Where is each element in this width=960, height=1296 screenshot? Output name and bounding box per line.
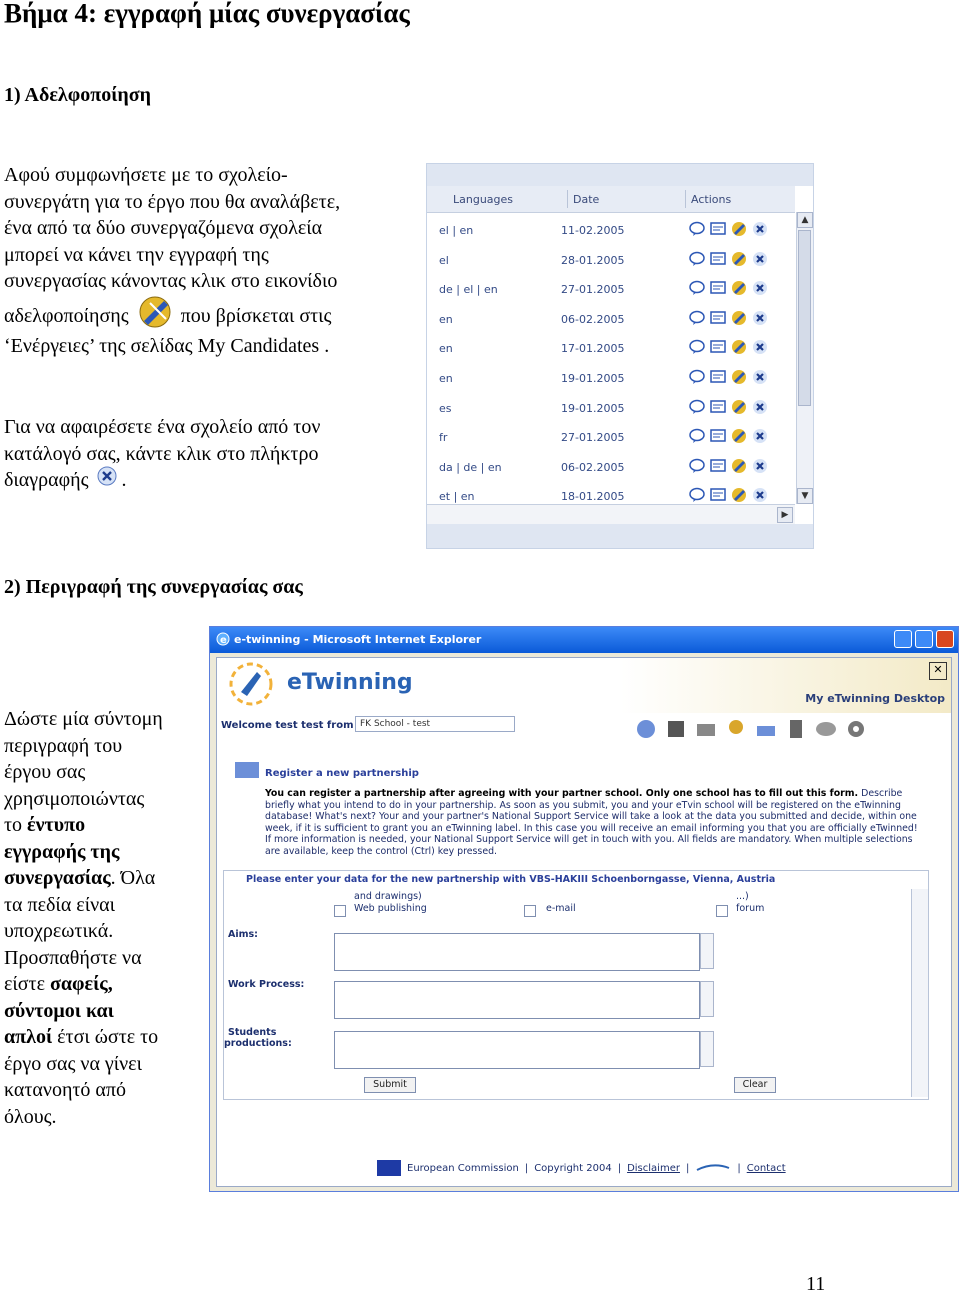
table-bottom-bar bbox=[427, 524, 813, 548]
para-line bbox=[4, 706, 204, 733]
row-languages: da | de | en bbox=[439, 460, 502, 474]
para-line: Για να αφαιρέσετε ένα σχολείο από τον bbox=[4, 416, 321, 438]
table-header bbox=[427, 186, 795, 213]
table-top-bar bbox=[427, 164, 813, 186]
row-languages: en bbox=[439, 372, 453, 385]
email-checkbox[interactable] bbox=[524, 905, 536, 917]
footer-disclaimer-link[interactable]: Disclaimer bbox=[627, 1162, 680, 1174]
section1-title: 1) Αδελφοποίηση bbox=[4, 84, 151, 106]
para-line bbox=[4, 839, 204, 866]
nav-star-icon[interactable] bbox=[635, 718, 657, 740]
delete-icon[interactable] bbox=[752, 369, 768, 389]
option-label: Web publishing bbox=[354, 903, 427, 914]
twinning-icon[interactable] bbox=[731, 458, 747, 478]
eu-flag-icon bbox=[377, 1160, 401, 1176]
para-line-with-icon bbox=[4, 303, 414, 333]
nav-people-icon[interactable] bbox=[665, 718, 687, 740]
bold-text: εγγραφής της bbox=[4, 840, 120, 863]
aims-label: Aims: bbox=[228, 929, 258, 940]
row-date: 06-02.2005 bbox=[561, 460, 625, 474]
row-languages: de | el | en bbox=[439, 283, 498, 297]
footer-logo-icon bbox=[695, 1162, 731, 1174]
para-text: περιγραφή του bbox=[4, 734, 123, 757]
delete-icon[interactable] bbox=[752, 251, 768, 271]
section2-title: 2) Περιγραφή της συνεργασίας σας bbox=[4, 576, 303, 598]
para-line: συνεργασίας κάνοντας κλικ στο εικονίδιο bbox=[4, 270, 338, 292]
row-date: 28-01.2005 bbox=[561, 253, 625, 267]
bold-text: συνεργασίας bbox=[4, 867, 111, 889]
col-separator bbox=[567, 190, 568, 208]
section1-paragraph2 bbox=[4, 414, 414, 494]
scroll-up-button[interactable]: ▲ bbox=[797, 212, 813, 228]
row-date: 27-01.2005 bbox=[561, 431, 625, 445]
message-icon[interactable] bbox=[710, 339, 726, 359]
comment-icon[interactable] bbox=[689, 428, 705, 448]
delete-icon[interactable] bbox=[752, 280, 768, 300]
twinning-icon[interactable] bbox=[731, 428, 747, 448]
table-row bbox=[427, 275, 795, 305]
twinning-icon[interactable] bbox=[731, 310, 747, 330]
delete-icon[interactable] bbox=[752, 310, 768, 330]
para-line bbox=[4, 892, 204, 919]
work-process-scrollbar[interactable] bbox=[700, 981, 714, 1017]
delete-icon[interactable] bbox=[752, 428, 768, 448]
row-languages: es bbox=[439, 401, 452, 415]
page-footer: European Commission | Copyright 2004 | Disclaimer | | Contact bbox=[377, 1160, 786, 1176]
footer-copyright: Copyright 2004 bbox=[534, 1162, 612, 1174]
page-number: 11 bbox=[806, 1273, 826, 1295]
table-row bbox=[427, 423, 795, 453]
para-line bbox=[4, 945, 204, 972]
para-line-with-icon bbox=[4, 467, 414, 494]
table-row bbox=[427, 216, 795, 246]
para-line bbox=[4, 812, 204, 839]
col-languages[interactable]: Languages bbox=[453, 193, 514, 206]
para-text: έργο σας να γίνει bbox=[4, 1052, 142, 1075]
col-separator bbox=[685, 190, 686, 208]
table-row bbox=[427, 305, 795, 335]
message-icon[interactable] bbox=[710, 310, 726, 330]
nav-chat-icon[interactable] bbox=[815, 718, 837, 740]
browser-page bbox=[216, 657, 952, 1187]
twinning-icon bbox=[136, 295, 174, 329]
comment-icon[interactable] bbox=[689, 458, 705, 478]
table-row bbox=[427, 453, 795, 483]
row-actions bbox=[689, 428, 768, 448]
nav-settings-icon[interactable] bbox=[845, 718, 867, 740]
option-label: ...) bbox=[736, 891, 749, 902]
twinning-icon[interactable] bbox=[731, 221, 747, 241]
comment-icon[interactable] bbox=[689, 399, 705, 419]
para-text: το bbox=[4, 814, 28, 836]
scroll-right-button[interactable]: ▶ bbox=[777, 507, 793, 523]
bold-text: έντυπο bbox=[27, 814, 86, 836]
bold-text: σαφείς, bbox=[50, 973, 113, 995]
etwinning-logo-icon bbox=[227, 662, 279, 706]
row-actions bbox=[689, 399, 768, 419]
forum-checkbox[interactable] bbox=[716, 905, 728, 917]
row-date: 19-01.2005 bbox=[561, 372, 625, 385]
row-actions bbox=[689, 458, 768, 478]
maximize-button[interactable] bbox=[915, 630, 933, 648]
minimize-button[interactable] bbox=[894, 630, 912, 648]
aims-scrollbar[interactable] bbox=[700, 933, 714, 969]
bold-text: απλοί bbox=[4, 1026, 53, 1048]
nav-group-icon[interactable] bbox=[755, 718, 777, 740]
school-select[interactable]: FK School - test bbox=[355, 716, 515, 732]
table-row bbox=[427, 394, 795, 424]
form-header: Please enter your data for the new partnership with VBS-HAKIII Schoenborngasse, Vienna, Austria bbox=[246, 874, 776, 885]
col-actions: Actions bbox=[691, 193, 732, 206]
row-languages: en bbox=[439, 312, 453, 326]
twinning-icon[interactable] bbox=[731, 280, 747, 300]
etwinning-logo[interactable]: eTwinning bbox=[287, 670, 413, 695]
footer-ec[interactable]: European Commission bbox=[407, 1162, 519, 1174]
para-text: όλους. bbox=[4, 1105, 57, 1128]
para-text: είστε bbox=[4, 973, 50, 995]
para-text: έργου σας bbox=[4, 761, 86, 783]
submit-button[interactable]: Submit bbox=[364, 1077, 416, 1093]
twinning-icon[interactable] bbox=[731, 251, 747, 271]
para-text: . Όλα bbox=[110, 867, 156, 889]
delete-icon[interactable] bbox=[752, 221, 768, 241]
table-vertical-scrollbar[interactable] bbox=[796, 212, 813, 504]
para-text: . bbox=[121, 469, 127, 491]
para-text: Προσπαθήστε να bbox=[4, 946, 142, 969]
row-date: 06-02.2005 bbox=[561, 312, 625, 326]
section1-paragraph1 bbox=[4, 162, 414, 359]
para-line bbox=[4, 1104, 204, 1131]
row-languages: en bbox=[439, 342, 453, 356]
footer-contact-link[interactable]: Contact bbox=[746, 1162, 786, 1174]
para-line bbox=[4, 918, 204, 945]
table-horizontal-scrollbar[interactable] bbox=[427, 504, 795, 525]
nav-award-icon[interactable] bbox=[725, 718, 747, 740]
row-date: 27-01.2005 bbox=[561, 283, 625, 297]
para-line: μπορεί να κάνει την εγγραφή της bbox=[4, 243, 269, 266]
students-scrollbar[interactable] bbox=[700, 1031, 714, 1067]
candidates-table-screenshot bbox=[426, 163, 814, 549]
description-bold: You can register a partnership after agreeing with your partner school. Only one school has to fill out this form. bbox=[265, 788, 859, 799]
scroll-down-button[interactable]: ▼ bbox=[797, 488, 813, 504]
message-icon[interactable] bbox=[710, 458, 726, 478]
col-date[interactable]: Date bbox=[573, 193, 600, 206]
option-label: forum bbox=[736, 903, 765, 914]
row-actions bbox=[689, 310, 768, 330]
twinning-icon[interactable] bbox=[731, 369, 747, 389]
option-label: and drawings) bbox=[354, 891, 422, 902]
row-date: 18-01.2005 bbox=[561, 490, 625, 504]
students-label: Students bbox=[228, 1027, 277, 1038]
etwinning-header bbox=[217, 658, 951, 713]
svg-text:e: e bbox=[220, 635, 227, 646]
nav-document-icon[interactable] bbox=[785, 718, 807, 740]
para-line bbox=[4, 1077, 204, 1104]
para-line bbox=[4, 786, 204, 813]
close-window-button[interactable] bbox=[936, 630, 954, 648]
page-title: Βήμα 4: εγγραφή μίας συνεργασίας bbox=[4, 0, 410, 28]
twinning-icon[interactable] bbox=[731, 339, 747, 359]
para-text: Δώστε μία σύντομη bbox=[4, 708, 163, 730]
message-icon[interactable] bbox=[710, 399, 726, 419]
delete-icon bbox=[96, 466, 120, 488]
message-icon[interactable] bbox=[710, 280, 726, 300]
option-checkbox[interactable] bbox=[334, 905, 346, 917]
page-close-icon[interactable]: ✕ bbox=[929, 662, 947, 680]
row-languages: et | en bbox=[439, 490, 475, 504]
partnership-form bbox=[223, 870, 929, 1100]
nav-icons bbox=[635, 718, 867, 740]
row-languages: fr bbox=[439, 431, 448, 445]
browser-title-bar bbox=[210, 627, 958, 653]
aims-textarea[interactable] bbox=[334, 933, 700, 971]
clear-button[interactable]: Clear bbox=[734, 1077, 776, 1093]
row-actions bbox=[689, 280, 768, 300]
comment-icon[interactable] bbox=[689, 221, 705, 241]
delete-icon[interactable] bbox=[752, 399, 768, 419]
para-line bbox=[4, 971, 204, 998]
para-line: συνεργάτη για το έργο που θα αναλάβετε, bbox=[4, 190, 341, 213]
para-line bbox=[4, 998, 204, 1025]
row-actions bbox=[689, 339, 768, 359]
work-process-label: Work Process: bbox=[228, 979, 305, 990]
register-title: Register a new partnership bbox=[265, 768, 419, 779]
para-text: χρησιμοποιώντας bbox=[4, 787, 145, 810]
comment-icon[interactable] bbox=[689, 369, 705, 389]
table-row bbox=[427, 364, 795, 394]
row-date: 11-02.2005 bbox=[561, 224, 625, 237]
message-icon[interactable] bbox=[710, 428, 726, 448]
students-productions-textarea[interactable] bbox=[334, 1031, 700, 1069]
row-actions bbox=[689, 221, 768, 241]
browser-window-screenshot bbox=[209, 626, 959, 1192]
bold-text: σύντομοι και bbox=[4, 999, 114, 1022]
desktop-label: My eTwinning Desktop bbox=[805, 692, 945, 705]
table-row bbox=[427, 334, 795, 364]
para-text: αδελφοποίησης bbox=[4, 304, 129, 327]
ie-icon bbox=[216, 632, 230, 646]
para-text: τα πεδία είναι bbox=[4, 893, 115, 916]
row-languages: el bbox=[439, 253, 449, 267]
para-text: διαγραφής bbox=[4, 469, 89, 491]
para-line: ένα από τα δύο συνεργαζόμενα σχολεία bbox=[4, 217, 323, 239]
para-text: που βρίσκεται στις bbox=[180, 304, 332, 327]
description-text: Describe briefly what you intend to do in your partnership. As soon as you submit, you and your eTvin school will be registered on the eTwinning database! What's next? Your and your partner's National Support Service will take a look at the data you submitted and decide, within one week, if it is sufficient to grant you an eTwinning label. In this case you will receive an email informing you that you are officially eTwinned! If more information is needed, your National Support Service will get in touch with you. All fields are mandatory. When multiple selections are available, keep the control (Ctrl) key pressed. bbox=[265, 788, 918, 857]
para-line: κατάλογό σας, κάντε κλικ στο πλήκτρο bbox=[4, 442, 319, 465]
option-label: e-mail bbox=[546, 903, 576, 914]
row-date: 19-01.2005 bbox=[561, 401, 625, 415]
row-actions bbox=[689, 369, 768, 389]
nav-mailbox-icon[interactable] bbox=[695, 718, 717, 740]
delete-icon[interactable] bbox=[752, 339, 768, 359]
welcome-text: Welcome test test from bbox=[221, 720, 354, 731]
para-text: έτσι ώστε το bbox=[52, 1026, 159, 1048]
row-languages: el | en bbox=[439, 224, 474, 237]
para-line bbox=[4, 1024, 204, 1051]
delete-icon[interactable] bbox=[752, 458, 768, 478]
comment-icon[interactable] bbox=[689, 251, 705, 271]
para-line bbox=[4, 733, 204, 760]
para-line: Αφού συμφωνήσετε με το σχολείο- bbox=[4, 164, 288, 186]
comment-icon[interactable] bbox=[689, 339, 705, 359]
message-icon[interactable] bbox=[710, 369, 726, 389]
row-date: 17-01.2005 bbox=[561, 342, 625, 356]
para-line bbox=[4, 865, 204, 892]
work-process-textarea[interactable] bbox=[334, 981, 700, 1019]
table-row bbox=[427, 246, 795, 276]
message-icon[interactable] bbox=[710, 221, 726, 241]
section2-paragraph bbox=[4, 706, 204, 1130]
message-icon[interactable] bbox=[710, 251, 726, 271]
form-scrollbar[interactable] bbox=[911, 889, 928, 1097]
para-line: ‘Ενέργειες’ της σελίδας My Candidates . bbox=[4, 334, 330, 357]
scroll-thumb[interactable] bbox=[798, 230, 811, 406]
para-line bbox=[4, 759, 204, 786]
twinning-icon[interactable] bbox=[731, 399, 747, 419]
register-description bbox=[265, 788, 925, 857]
para-text: υποχρεωτικά. bbox=[4, 920, 114, 942]
partnership-icon bbox=[233, 758, 261, 782]
para-text: κατανοητό από bbox=[4, 1079, 127, 1101]
para-line bbox=[4, 1051, 204, 1078]
comment-icon[interactable] bbox=[689, 310, 705, 330]
window-title: e-twinning - Microsoft Internet Explorer bbox=[234, 633, 482, 646]
row-actions bbox=[689, 251, 768, 271]
productions-label: productions: bbox=[224, 1038, 292, 1049]
comment-icon[interactable] bbox=[689, 280, 705, 300]
